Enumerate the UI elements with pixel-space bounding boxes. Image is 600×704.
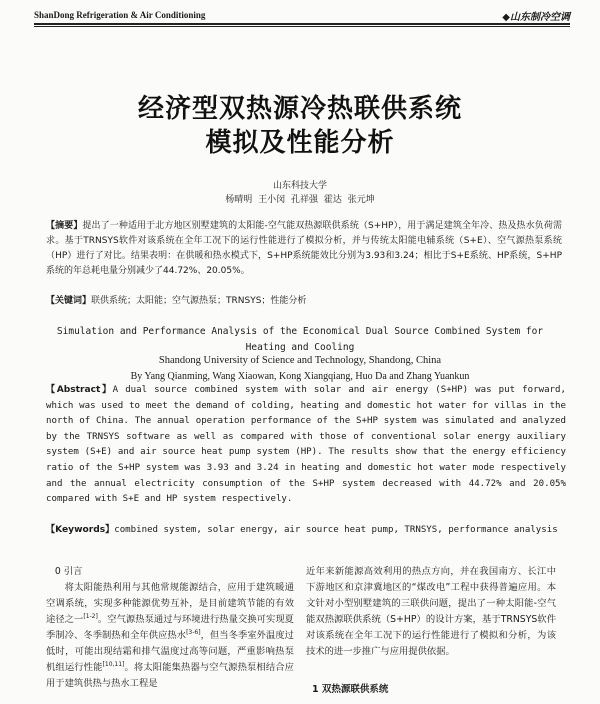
intro-text-1: 将太阳能热利用与其他常规能源结合，应用于建筑暖通空调系统，实现多种能源优势互补，是目前建筑节能的有效途径之一 — [46, 582, 294, 625]
citation-1: [1-2] — [83, 612, 98, 620]
intro-heading — [46, 564, 294, 580]
affiliation-en: Shandong University of Science and Technology, Shandong, China — [158, 355, 442, 366]
paper-title-line2: 模拟及性能分析 — [205, 128, 395, 158]
citation-2: [3-6] — [186, 628, 201, 636]
abstract-cn — [46, 219, 562, 279]
abstract-cn-label: 【摘要】 — [46, 221, 83, 231]
paper-title-en: Simulation and Performance Analysis of the Economical Dual Source Combined System for Heating and Cooling — [56, 326, 544, 353]
paper-title-line1: 经济型双热源冷热联供系统 — [137, 94, 462, 124]
keywords-cn — [46, 294, 562, 309]
intro-paragraph-continued: 近年来新能源高效利用的热点方向，并在我国南方、长江中下游地区和京津冀地区的“煤改电”工程中获得普遍应用。本文针对小型别墅建筑的三联供问题，提出了一种太阳能-空气能双热源联供系统（S+HP）的设计方案，基于TRNSYS软件对该系统在全年工况下的运行性能进行了模拟和分析，为该技术的进一步推广与应用提供依据。 — [306, 566, 556, 657]
body-column-right — [306, 564, 556, 660]
keywords-en — [46, 523, 566, 539]
affiliation-cn: 山东科技大学 — [272, 181, 327, 191]
abstract-cn-text: 提出了一种适用于北方地区别墅建筑的太阳能-空气能双热源联供系统（S+HP），用于满足建筑全年冷、热及热水负荷需求。基于TRNSYS软件对该系统在全年工况下的运行性能进行了模拟分析，并与传统太阳能电辅系统（S+E）、空气源热泵系统（HP）进行了对比。结果表明：在供暖和热水模式下，S+HP系统能效比分别为3.93和3.24；相比于S+E系统、HP系统，S+HP系统的年总耗电量分别减少了44.72%、20.05%。 — [46, 221, 562, 276]
running-header — [34, 8, 570, 24]
intro-text-2: 。空气源热泵通过与环境进行热量交换可实现夏季制冷、冬季制热和全年供应热水 — [46, 614, 294, 641]
keywords-en-label: 【Keywords】 — [46, 525, 115, 535]
authors-cn: 杨晴明 王小闵 孔祥强 霍达 张元坤 — [225, 195, 375, 205]
intro-text-3: ，但当冬季室外温度过低时，可能出现结霜和排气温度过高等问题，严重影响热泵机组运行性能 — [46, 630, 294, 673]
abstract-en-text: A dual source combined system with solar and air energy (S+HP) was put forward, which was used to meet the demand of colding, heating and domestic hot water for villas in the north of China. The annual operation performance of the S+HP system was simulated and analyzed by the TRNSYS software as well as compared with those of conventional solar energy auxiliary system (S+E) and air source heat pump system (HP). The results show that the energy efficiency ratio of the S+HP system was 3.93 and 3.24 in heating and domestic hot water mode respectively and the annual electricity consumption of the S+HP system decreased with 44.72% and 20.05% compared with S+E and HP system respectively. — [46, 385, 566, 505]
intro-paragraph — [46, 580, 294, 692]
intro-text-4: 。将太阳能集热器与空气源热泵相结合应用于建筑供热与热水工程是 — [46, 662, 294, 689]
keywords-cn-text: 联供系统；太阳能；空气源热泵；TRNSYS；性能分析 — [91, 296, 307, 306]
journal-name-en: ShanDong Refrigeration & Air Conditioning — [34, 10, 206, 20]
intro-heading-text: 0 引言 — [54, 566, 83, 577]
keywords-en-text: combined system, solar energy, air source heat pump, TRNSYS, performance analysis — [114, 525, 558, 535]
keywords-cn-label: 【关键词】 — [46, 296, 92, 306]
section-1-heading: 1 双热源联供系统 — [312, 684, 389, 695]
abstract-en — [46, 383, 566, 508]
journal-name-cn: ◆山东制冷空调 — [502, 12, 570, 23]
authors-en: By Yang Qianming, Wang Xiaowan, Kong Xiangqiang, Huo Da and Zhang Yuankun — [130, 371, 470, 382]
citation-3: [10,11] — [102, 660, 125, 668]
body-column-left — [46, 564, 294, 692]
abstract-en-label: 【Abstract】 — [46, 385, 113, 395]
header-rule — [34, 23, 570, 27]
